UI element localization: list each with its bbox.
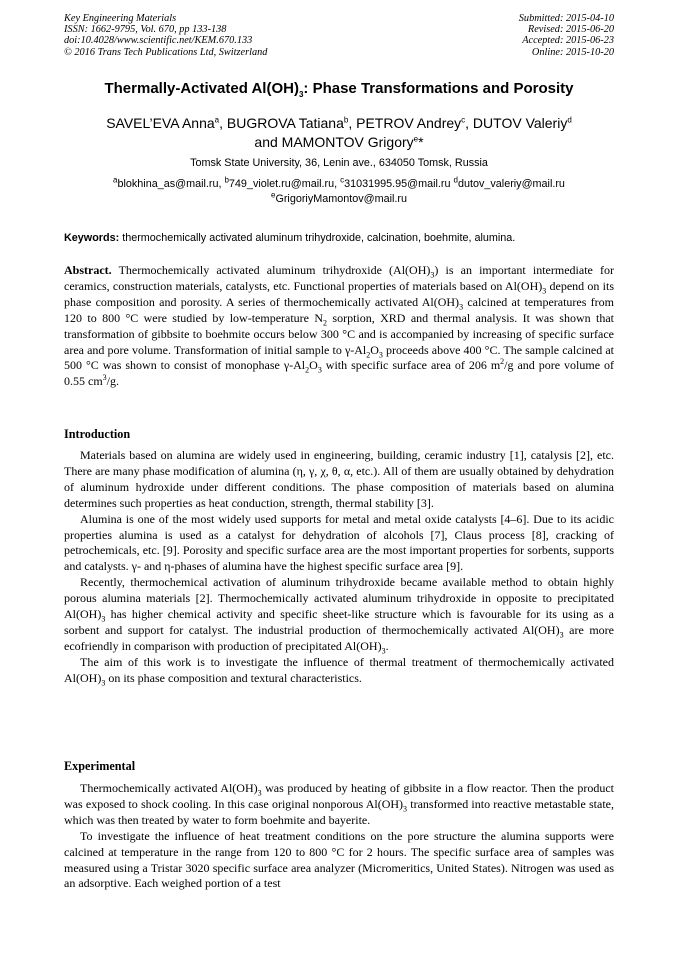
author-name: SAVEL’EVA Anna — [106, 115, 215, 131]
author-list: SAVEL’EVA Anna$^a$, BUGROVA Tatiana$^b$, PETROV Andrey$^c$, DUTOV Valeriy$^d$ and MAMONTOV Grigory$^e$* — [106, 115, 572, 150]
issn: ISSN: 1662-9795, Vol. 670, pp 133-138 — [64, 24, 227, 36]
experimental-heading: Experimental — [64, 759, 136, 773]
accepted-date: Accepted: 2015-06-23 — [522, 35, 614, 47]
copyright: © 2016 Trans Tech Publications Ltd, Switzerland — [64, 46, 268, 58]
experimental-body — [64, 781, 614, 892]
email-link: 31031995.95@mail.ru — [344, 178, 454, 190]
online-date: Online: 2015-10-20 — [531, 46, 614, 58]
paper-title: Thermally-Activated $Al(OH)_3$: Phase Transformations and Porosity — [104, 80, 574, 99]
email-link: 749_violet.ru@mail.ru, — [228, 178, 341, 190]
doi: doi:10.4028/www.scientific.net/KEM.670.133 — [64, 35, 253, 47]
keywords-label: Keywords: — [64, 232, 120, 244]
email-link: blokhina_as@mail.ru, — [117, 178, 225, 190]
journal-info — [64, 13, 267, 58]
paragraph: To investigate the influence of heat treatment conditions on the pore structure the alumina supports were calcined at temperature in the range from 120 to 800 °C for 2 hours. The specific surface area of samples was measured using a Tristar 3020 specific surface area analyzer (Micromeritics, United States). Nitrogen was used as an adsorptive. Each weighed portion of a test — [64, 828, 614, 891]
paragraph: Thermochemically activated $Al(OH)_3$ was produced by heating of gibbsite in a flow reactor. Then the product was exposed to shock cooling. In this case original nonporous $Al(OH)_3$ transformed into reactive metastable state, which was then treated by water to form boehmite and bayerite. — [64, 781, 614, 827]
paragraph: Materials based on alumina are widely used in engineering, building, ceramic industry [1], catalysis [2], etc. There are many phase modification of alumina (η, γ, χ, θ, α, etc.). All of them are usually obtained by dehydration of aluminum hydroxide under different conditions. The phase composition of materials based on alumina determines such properties as heat conduction, strength, thermal stability [3]. — [64, 448, 614, 510]
paragraph: The aim of this work is to investigate the influence of thermal treatment of thermochemically activated $Al(OH)_3$ on its phase composition and textural characteristics. — [64, 654, 614, 688]
journal-name: Key Engineering Materials — [64, 13, 177, 24]
author-name: , DUTOV Valeriy — [465, 115, 568, 131]
paragraph: Recently, thermochemical activation of aluminum trihydroxide became available method to obtain highly porous alumina materials [2]. Thermochemically activated aluminum trihydroxide in opposite to precipitated $Al(OH)_3$ has higher chemical activity and specific sheet-like structure which is favourable for its using as a sorbent and support for catalyst. The industrial production of thermochemically activated $Al(OH)_3$ are more ecofriendly in comparison with production of precipitated $Al(OH)_3$. — [64, 575, 614, 656]
affiliation: Tomsk State University, 36, Lenin ave., 634050 Tomsk, Russia — [190, 157, 488, 169]
author-emails: $^a$blokhina_as@mail.ru, $^b$749_violet.ru@mail.ru, $^c$31031995.95@mail.ru $^d$dutov_valeriy@mail.ru $^e$GrigoriyMamontov@mail.ru — [113, 175, 565, 205]
corresponding-mark: * — [418, 133, 424, 150]
introduction-heading: Introduction — [64, 427, 131, 441]
author-name: and MAMONTOV Grigory — [254, 133, 414, 150]
author-name: , BUGROVA Tatiana — [219, 115, 344, 131]
author-name: , PETROV Andrey — [348, 115, 462, 131]
keywords-text: thermochemically activated aluminum trihydroxide, calcination, boehmite, alumina. — [119, 232, 516, 244]
abstract: Abstract. Thermochemically activated aluminum trihydroxide $(Al(OH)_3)$ is an important intermediate for ceramics, construction materials, catalysts, etc. Functional properties of materials based on $Al(OH)_3$ depend on its phase composition and porosity. A series of thermochemically activated $Al(OH)_3$ calcined at temperatures from 120 to 800 °C were studied by low-temperature $N_2$ sorption, XRD and thermal analysis. It was shown that transformation of gibbsite to boehmite occurs below 300 °C and is accompanied by increasing of specific surface area and pore volume. Transformation of initial sample to $\gamma-Al_2O_3$ proceeds above 400 °C. The sample calcined at 500 °C was shown to consist of monophase $\gamma-Al_2O_3$ with specific surface area of 206 $m^2/g$ and pore volume of 0.55 $cm^3/g$. — [64, 263, 615, 389]
submitted-date: Submitted: 2015-04-10 — [518, 13, 614, 24]
paragraph: Alumina is one of the most widely used supports for metal and metal oxide catalysts [4–6]. Due to its acidic properties alumina is used as a catalyst for dehydration of alcohols [7], Claus process [8], cracking of petrochemicals, etc. [9]. Porosity and specific surface area are the most important properties for sorbents, supports and catalysts. γ- and η-phases of alumina have the highest specific surface area [9]. — [64, 511, 614, 574]
email-link: dutov_valeriy@mail.ru — [457, 178, 565, 190]
publication-dates — [519, 13, 614, 58]
introduction-body — [64, 448, 614, 687]
revised-date: Revised: 2015-06-20 — [527, 24, 614, 36]
abstract-label: Abstract. — [64, 263, 112, 277]
keywords — [64, 232, 624, 245]
email-link: GrigoriyMamontov@mail.ru — [275, 193, 407, 205]
